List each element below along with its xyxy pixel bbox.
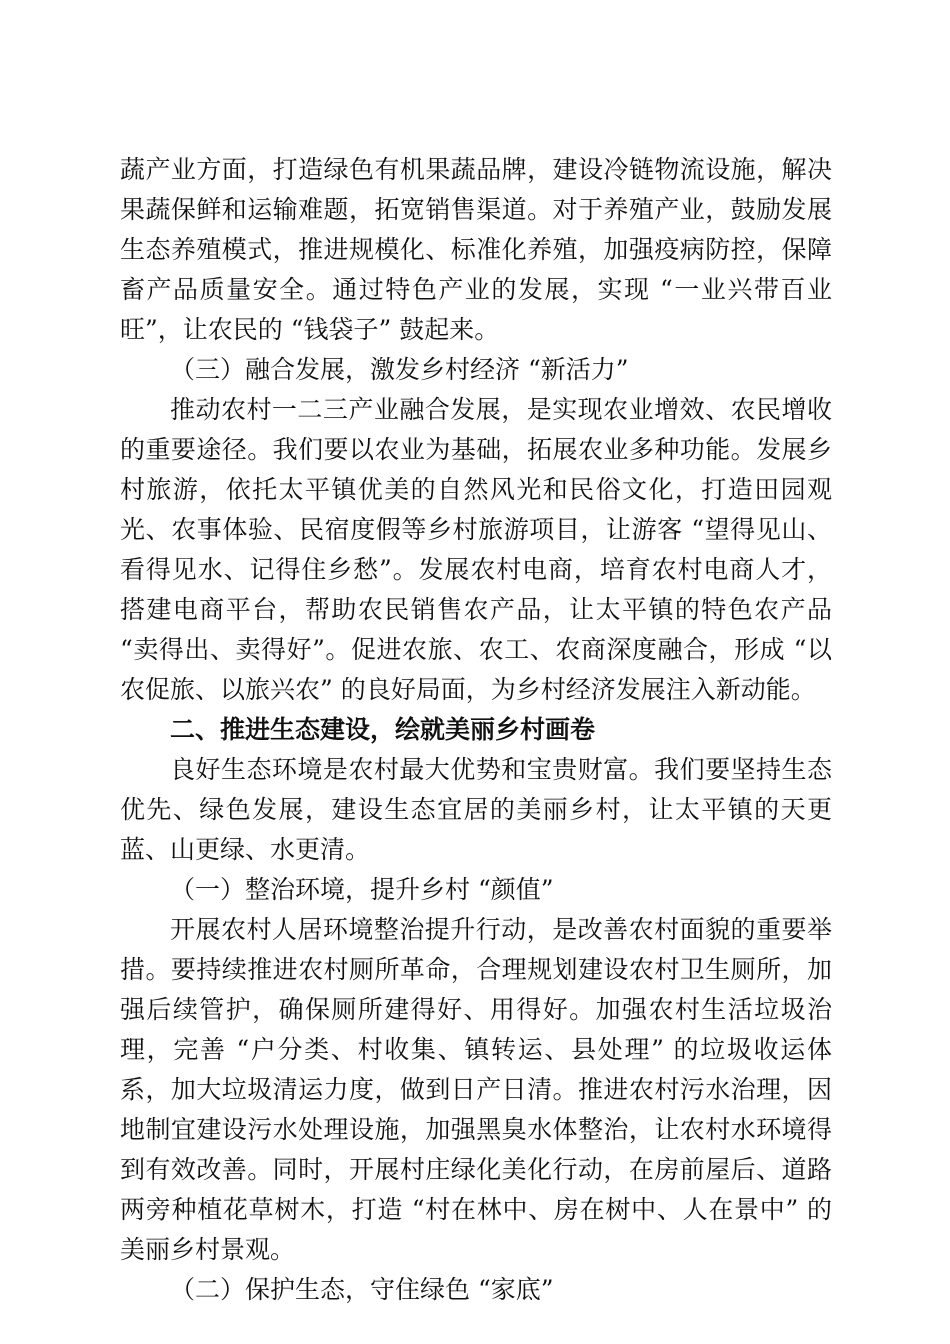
section-heading-ecological-construction: 二、推进生态建设，绘就美丽乡村画卷 bbox=[170, 715, 596, 744]
body-paragraph-ecology-intro: 良好生态环境是农村最大优势和宝贵财富。我们要坚持生态优先、绿色发展，建设生态宜居的美丽乡村，让太平镇的天更蓝、山更绿、水更清。 bbox=[120, 755, 832, 864]
subheading-integrated-development: （三）融合发展，激发乡村经济 “新活力” bbox=[170, 355, 629, 384]
document-body bbox=[120, 150, 832, 1310]
body-paragraph-continued: 蔬产业方面，打造绿色有机果蔬品牌，建设冷链物流设施，解决果蔬保鲜和运输难题，拓宽销售渠道。对于养殖产业，鼓励发展生态养殖模式，推进规模化、标准化养殖，加强疫病防控，保障畜产品质量安全。通过特色产业的发展，实现 “一业兴带百业旺”，让农民的 “钱袋子” 鼓起来。 bbox=[120, 155, 832, 344]
body-paragraph-industry-integration: 推动农村一二三产业融合发展，是实现农业增效、农民增收的重要途径。我们要以农业为基础，拓展农业多种功能。发展乡村旅游，依托太平镇优美的自然风光和民俗文化，打造田园观光、农事体验、民宿度假等乡村旅游项目，让游客 “望得见山、看得见水、记得住乡愁”。发展农村电商，培育农村电商人才，搭建电商平台，帮助农民销售农产品，让太平镇的特色农产品 “卖得出、卖得好”。促进农旅、农工、农商深度融合，形成 “以农促旅、以旅兴农” 的良好局面，为乡村经济发展注入新动能。 bbox=[120, 395, 832, 704]
subheading-ecology-protection: （二）保护生态，守住绿色 “家底” bbox=[170, 1275, 554, 1304]
subheading-environment-improvement: （一）整治环境，提升乡村 “颜值” bbox=[170, 875, 554, 904]
body-paragraph-environment-improvement: 开展农村人居环境整治提升行动，是改善农村面貌的重要举措。要持续推进农村厕所革命，合理规划建设农村卫生厕所，加强后续管护，确保厕所建得好、用得好。加强农村生活垃圾治理，完善 “户分类、村收集、镇转运、县处理” 的垃圾收运体系，加大垃圾清运力度，做到日产日清。推进农村污水治理，因地制宜建设污水处理设施，加强黑臭水体整治，让农村水环境得到有效改善。同时，开展村庄绿化美化行动，在房前屋后、道路两旁种植花草树木，打造 “村在林中、房在树中、人在景中” 的美丽乡村景观。 bbox=[120, 915, 832, 1264]
